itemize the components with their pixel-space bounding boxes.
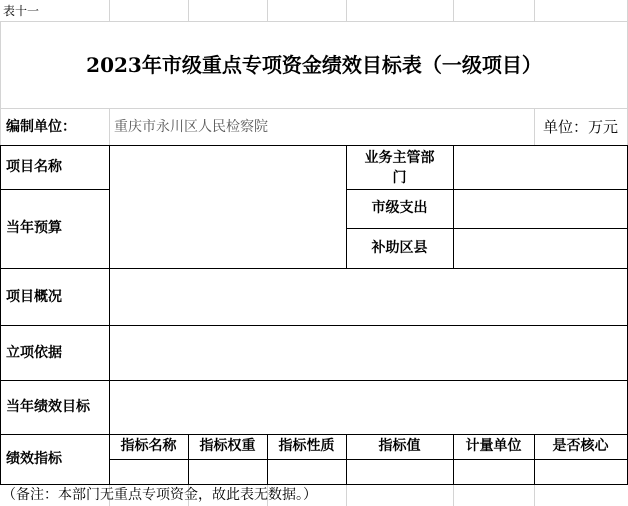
table-border [0,484,628,485]
table-border [0,145,628,146]
gridline [109,108,110,145]
org-value: 重庆市永川区人民检察院 [114,119,268,135]
gridline [0,21,628,22]
table-border [0,380,628,381]
label-dept-line2: 门 [392,170,407,186]
table-border [109,145,110,484]
table-border [0,325,628,326]
currency-unit: 单位：万元 [543,118,619,136]
footnote: （备注：本部门无重点专项资金，故此表无数据。） [2,487,317,503]
label-overview: 项目概况 [6,289,62,305]
col-header-indicator-weight: 指标权重 [199,438,256,454]
table-border [0,189,109,190]
label-city-spend: 市级支出 [371,200,428,216]
gridline [453,484,454,506]
label-indicators: 绩效指标 [6,451,62,467]
page-title: 2023年市级重点专项资金绩效目标表（一级项目） [86,53,542,77]
gridline [346,484,347,506]
table-number: 表十一 [3,4,40,18]
label-dept-line1: 业务主管部 [364,150,435,166]
label-project-name: 项目名称 [6,159,62,175]
table-border [453,145,454,268]
label-subsidy: 补助区县 [371,240,428,256]
table-border [346,228,628,229]
col-header-indicator-nature: 指标性质 [278,438,335,454]
org-label: 编制单位： [6,119,76,135]
label-budget: 当年预算 [6,220,62,236]
table-border [109,459,628,460]
table-border [346,189,628,190]
gridline [188,0,189,21]
gridline [453,0,454,21]
label-basis: 立项依据 [6,345,62,361]
gridline [267,0,268,21]
gridline [0,21,1,145]
label-goal: 当年绩效目标 [6,399,90,415]
table-border [0,145,1,484]
gridline [109,0,110,21]
gridline [346,0,347,21]
gridline [534,484,535,506]
col-header-indicator-value: 指标值 [378,438,421,454]
gridline [534,108,535,145]
gridline [534,0,535,21]
col-header-measure-unit: 计量单位 [465,438,522,454]
col-header-indicator-name: 指标名称 [120,438,177,454]
col-header-is-core: 是否核心 [552,438,609,454]
table-border [0,268,628,269]
